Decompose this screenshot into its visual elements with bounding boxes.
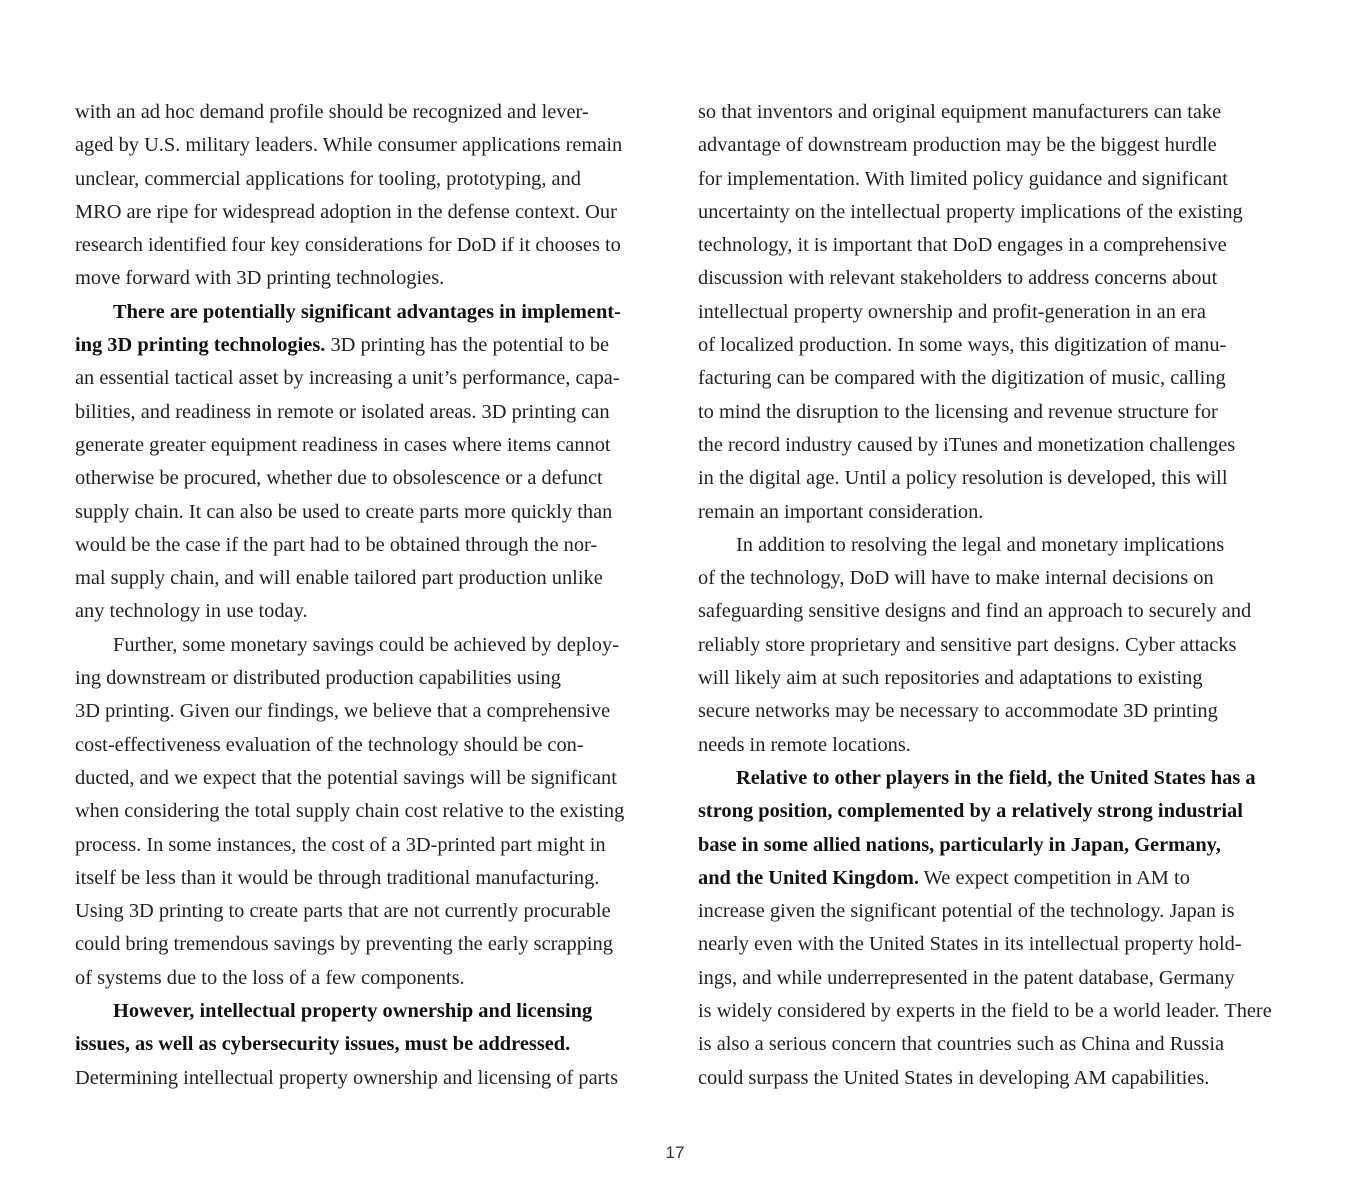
text-line bbox=[75, 462, 655, 495]
text-segment: an essential tactical asset by increasing a unit’s performance, capa- bbox=[75, 367, 620, 390]
text-segment: In addition to resolving the legal and monetary implications bbox=[736, 533, 1225, 556]
text-segment: generate greater equipment readiness in cases where items cannot bbox=[75, 433, 611, 456]
text-line bbox=[75, 196, 655, 229]
bold-text-segment: strong position, complemented by a relatively strong industrial bbox=[698, 800, 1243, 823]
text-line bbox=[698, 163, 1283, 196]
text-line bbox=[75, 129, 655, 162]
text-segment: 3D printing has the potential to be bbox=[325, 334, 610, 357]
text-line bbox=[698, 529, 1283, 562]
text-line bbox=[75, 562, 655, 595]
text-segment: is widely considered by experts in the field to be a world leader. There bbox=[698, 1000, 1272, 1023]
text-line bbox=[698, 129, 1283, 162]
text-segment: will likely aim at such repositories and adaptations to existing bbox=[698, 667, 1203, 690]
text-line bbox=[698, 629, 1283, 662]
text-segment: process. In some instances, the cost of a 3D-printed part might in bbox=[75, 833, 606, 856]
text-line bbox=[698, 296, 1283, 329]
text-line bbox=[75, 595, 655, 628]
text-segment: ing downstream or distributed production capabilities using bbox=[75, 667, 561, 690]
text-segment: Determining intellectual property ownership and licensing of parts bbox=[75, 1066, 619, 1089]
left-column bbox=[75, 96, 655, 1095]
text-line bbox=[698, 196, 1283, 229]
text-line bbox=[698, 695, 1283, 728]
text-segment: uncertainty on the intellectual property implications of the existing bbox=[698, 200, 1243, 223]
text-line bbox=[698, 795, 1283, 828]
text-line bbox=[698, 962, 1283, 995]
text-line bbox=[75, 729, 655, 762]
text-line bbox=[75, 329, 655, 362]
bold-text-segment: ing 3D printing technologies. bbox=[75, 334, 326, 357]
text-segment: ings, and while underrepresented in the patent database, Germany bbox=[698, 966, 1235, 989]
text-segment: bilities, and readiness in remote or isolated areas. 3D printing can bbox=[75, 400, 610, 423]
text-segment: unclear, commercial applications for tooling, prototyping, and bbox=[75, 167, 581, 190]
text-segment: is also a serious concern that countries such as China and Russia bbox=[698, 1033, 1225, 1056]
text-line bbox=[75, 629, 655, 662]
text-segment: when considering the total supply chain cost relative to the existing bbox=[75, 800, 625, 823]
text-segment: any technology in use today. bbox=[75, 600, 308, 623]
text-segment: cost-effectiveness evaluation of the technology should be con- bbox=[75, 733, 584, 756]
text-line bbox=[75, 1028, 655, 1061]
text-line bbox=[75, 296, 655, 329]
text-segment: needs in remote locations. bbox=[698, 733, 911, 756]
text-line bbox=[698, 462, 1283, 495]
text-segment: We expect competition in AM to bbox=[918, 866, 1190, 889]
text-segment: mal supply chain, and will enable tailored part production unlike bbox=[75, 567, 603, 590]
text-line bbox=[698, 396, 1283, 429]
text-segment: increase given the significant potential of the technology. Japan is bbox=[698, 900, 1235, 923]
text-segment: for implementation. With limited policy guidance and significant bbox=[698, 167, 1228, 190]
text-line bbox=[698, 562, 1283, 595]
text-line bbox=[698, 895, 1283, 928]
text-line bbox=[75, 928, 655, 961]
bold-text-segment: There are potentially significant advantages in implement- bbox=[113, 300, 621, 323]
text-segment: aged by U.S. military leaders. While consumer applications remain bbox=[75, 134, 623, 157]
bold-text-segment: Relative to other players in the field, the United States has a bbox=[736, 766, 1256, 789]
bold-text-segment: However, intellectual property ownership and licensing bbox=[113, 1000, 593, 1023]
text-segment: facturing can be compared with the digitization of music, calling bbox=[698, 367, 1226, 390]
text-segment: would be the case if the part had to be obtained through the nor- bbox=[75, 533, 598, 556]
text-line bbox=[698, 662, 1283, 695]
text-segment: intellectual property ownership and profit-generation in an era bbox=[698, 300, 1206, 323]
text-line bbox=[698, 762, 1283, 795]
text-line bbox=[75, 995, 655, 1028]
text-segment: remain an important consideration. bbox=[698, 500, 984, 523]
text-line bbox=[75, 362, 655, 395]
text-line bbox=[698, 229, 1283, 262]
text-line bbox=[75, 695, 655, 728]
text-line bbox=[75, 396, 655, 429]
text-segment: technology, it is important that DoD engages in a comprehensive bbox=[698, 234, 1227, 257]
text-line bbox=[75, 795, 655, 828]
text-segment: advantage of downstream production may be the biggest hurdle bbox=[698, 134, 1217, 157]
text-line bbox=[698, 329, 1283, 362]
text-segment: otherwise be procured, whether due to obsolescence or a defunct bbox=[75, 467, 603, 490]
text-segment: to mind the disruption to the licensing and revenue structure for bbox=[698, 400, 1218, 423]
text-segment: of the technology, DoD will have to make internal decisions on bbox=[698, 567, 1214, 590]
text-segment: could surpass the United States in developing AM capabilities. bbox=[698, 1066, 1210, 1089]
text-segment: reliably store proprietary and sensitive part designs. Cyber attacks bbox=[698, 633, 1237, 656]
text-segment: 3D printing. Given our findings, we believe that a comprehensive bbox=[75, 700, 611, 723]
text-segment: of localized production. In some ways, this digitization of manu- bbox=[698, 334, 1227, 357]
right-column bbox=[698, 96, 1283, 1095]
text-segment: Using 3D printing to create parts that are not currently procurable bbox=[75, 900, 611, 923]
text-line bbox=[75, 762, 655, 795]
text-segment: secure networks may be necessary to accommodate 3D printing bbox=[698, 700, 1218, 723]
text-line bbox=[698, 829, 1283, 862]
text-line bbox=[75, 229, 655, 262]
text-segment: supply chain. It can also be used to create parts more quickly than bbox=[75, 500, 613, 523]
text-segment: in the digital age. Until a policy resolution is developed, this will bbox=[698, 467, 1228, 490]
page-number: 17 bbox=[665, 1143, 685, 1162]
text-line bbox=[75, 662, 655, 695]
text-segment: research identified four key considerations for DoD if it chooses to bbox=[75, 234, 621, 257]
text-line bbox=[75, 962, 655, 995]
text-segment: itself be less than it would be through traditional manufacturing. bbox=[75, 866, 600, 889]
text-line bbox=[75, 862, 655, 895]
text-line bbox=[698, 496, 1283, 529]
text-segment: with an ad hoc demand profile should be recognized and lever- bbox=[75, 101, 589, 123]
text-segment: MRO are ripe for widespread adoption in the defense context. Our bbox=[75, 200, 617, 223]
text-segment: could bring tremendous savings by preventing the early scrapping bbox=[75, 933, 613, 956]
text-line bbox=[75, 829, 655, 862]
bold-text-segment: and the United Kingdom. bbox=[698, 866, 919, 889]
text-line bbox=[698, 96, 1283, 129]
text-line bbox=[698, 595, 1283, 628]
text-line bbox=[75, 96, 655, 129]
text-line bbox=[698, 729, 1283, 762]
text-line bbox=[698, 995, 1283, 1028]
text-line bbox=[698, 362, 1283, 395]
text-segment: Further, some monetary savings could be achieved by deploy- bbox=[113, 633, 619, 656]
text-line bbox=[75, 1062, 655, 1095]
bold-text-segment: base in some allied nations, particularly in Japan, Germany, bbox=[698, 833, 1221, 856]
text-line bbox=[75, 529, 655, 562]
text-segment: so that inventors and original equipment manufacturers can take bbox=[698, 101, 1222, 123]
text-segment: nearly even with the United States in its intellectual property hold- bbox=[698, 933, 1242, 956]
text-segment: the record industry caused by iTunes and monetization challenges bbox=[698, 433, 1236, 456]
text-line bbox=[75, 496, 655, 529]
text-segment: discussion with relevant stakeholders to address concerns about bbox=[698, 267, 1218, 290]
text-segment: of systems due to the loss of a few components. bbox=[75, 966, 465, 989]
text-line bbox=[698, 1062, 1283, 1095]
text-line bbox=[75, 262, 655, 295]
text-line bbox=[698, 928, 1283, 961]
text-line bbox=[75, 163, 655, 196]
text-segment: move forward with 3D printing technologies. bbox=[75, 267, 445, 290]
text-line bbox=[698, 862, 1283, 895]
text-line bbox=[75, 429, 655, 462]
text-segment: ducted, and we expect that the potential savings will be significant bbox=[75, 766, 617, 789]
text-line bbox=[698, 429, 1283, 462]
text-segment: safeguarding sensitive designs and find an approach to securely and bbox=[698, 600, 1252, 623]
text-line bbox=[698, 262, 1283, 295]
bold-text-segment: issues, as well as cybersecurity issues, must be addressed. bbox=[75, 1033, 571, 1056]
text-line bbox=[698, 1028, 1283, 1061]
text-line bbox=[75, 895, 655, 928]
